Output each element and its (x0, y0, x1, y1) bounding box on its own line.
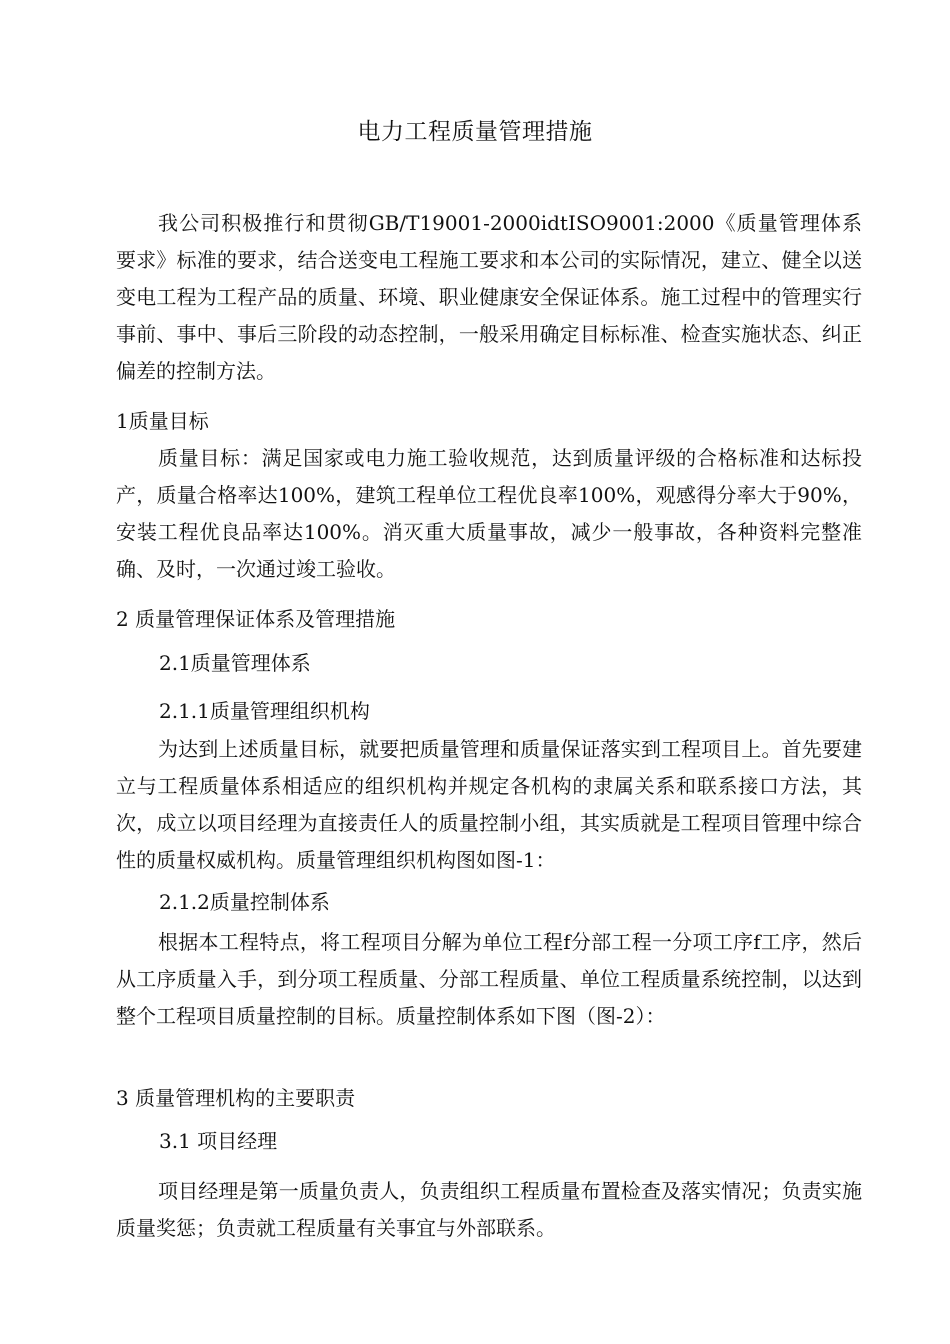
intro-paragraph: 我公司积极推行和贯彻GB/T19001-2000idtISO9001:2000《质量管理体系要求》标准的要求，结合送变电工程施工要求和本公司的实际情况，建立、健全以送变电工程为工程产品的质量、环境、职业健康安全保证体系。施工过程中的管理实行事前、事中、事后三阶段的动态控制，一般采用确定目标标准、检查实施状态、纠正偏差的控制方法。 (116, 211, 862, 383)
section-3-1-paragraph: 项目经理是第一质量负责人，负责组织工程质量布置检查及落实情况；负责实施质量奖惩；负责就工程质量有关事宜与外部联系。 (116, 1179, 862, 1240)
section-2-1-2-heading: 2.1.2质量控制体系 (159, 890, 330, 914)
document-title: 电力工程质量管理措施 (357, 119, 593, 145)
section-3-heading: 3 质量管理机构的主要职责 (116, 1086, 356, 1110)
section-1-heading: 1质量目标 (116, 409, 209, 433)
section-3-1-heading: 3.1 项目经理 (159, 1129, 278, 1153)
section-2-1-heading: 2.1质量管理体系 (159, 651, 311, 675)
section-2-1-1-paragraph: 为达到上述质量目标，就要把质量管理和质量保证落实到工程项目上。首先要建立与工程质量体系相适应的组织机构并规定各机构的隶属关系和联系接口方法，其次，成立以项目经理为直接责任人的质量控制小组，其实质就是工程项目管理中综合性的质量权威机构。质量管理组织机构图如图-1： (116, 737, 862, 872)
section-1-paragraph: 质量目标：满足国家或电力施工验收规范，达到质量评级的合格标准和达标投产，质量合格率达100%，建筑工程单位工程优良率100%，观感得分率大于90%，安装工程优良品率达100%。消灭重大质量事故，减少一般事故，各种资料完整准确、及时，一次通过竣工验收。 (116, 446, 862, 581)
section-2-1-2-paragraph: 根据本工程特点，将工程项目分解为单位工程f分部工程一分项工序f工序，然后从工序质量入手，到分项工程质量、分部工程质量、单位工程质量系统控制，以达到整个工程项目质量控制的目标。质量控制体系如下图（图-2）： (116, 930, 862, 1028)
section-2-1-1-heading: 2.1.1质量管理组织机构 (159, 699, 370, 723)
section-2-heading: 2 质量管理保证体系及管理措施 (116, 607, 396, 631)
